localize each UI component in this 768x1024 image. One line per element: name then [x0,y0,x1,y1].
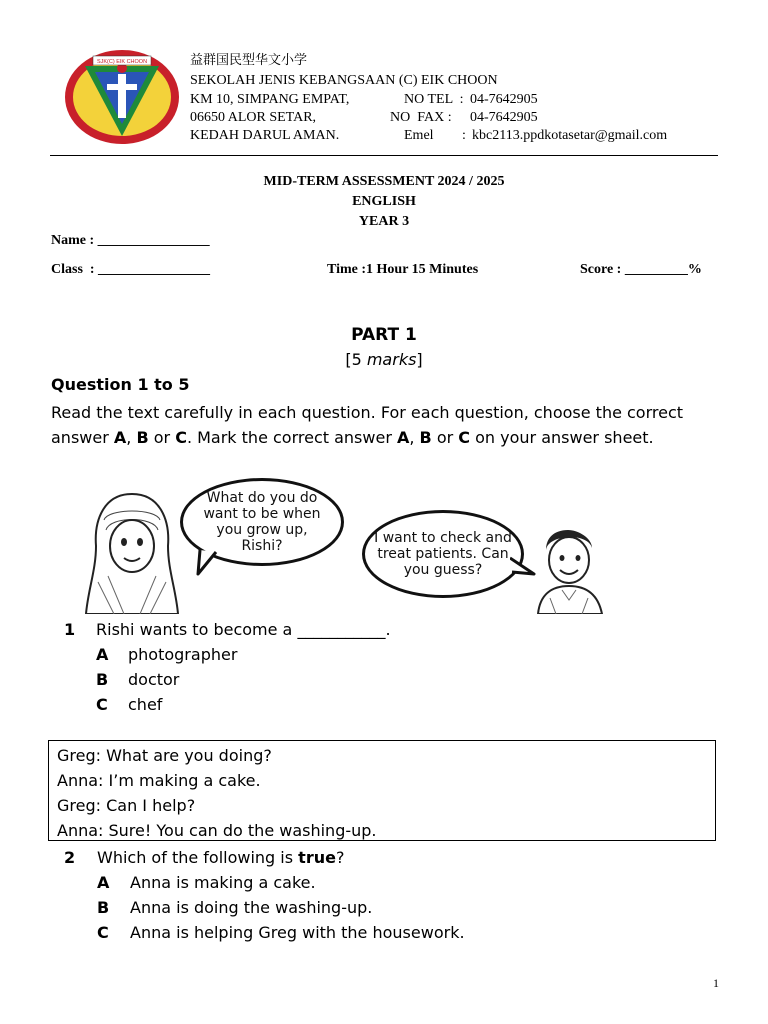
q2-option-a-letter[interactable]: A [97,873,110,892]
q1-option-b-letter[interactable]: B [96,670,109,689]
address-line-3: KEDAH DARUL AMAN. [190,128,340,143]
school-logo [63,48,181,146]
section-heading: Question 1 to 5 [51,375,190,394]
tel-label: NO TEL : [404,92,464,107]
q1-option-c-text: chef [128,695,163,714]
exam-title: MID-TERM ASSESSMENT 2024 / 2025 [263,174,505,189]
q1-option-c-letter[interactable]: C [96,695,108,714]
logo-banner-text: SJK(C) EIK CHOON [96,59,148,65]
email-address: kbc2113.ppdkotasetar@gmail.com [472,128,668,143]
q1-option-a-text: photographer [128,645,238,664]
comic-illustration [84,472,609,614]
q2-option-b-letter[interactable]: B [97,898,110,917]
q1-stem: Rishi wants to become a ___________. [96,620,391,639]
time-label: Time :1 Hour 15 Minutes [327,262,479,277]
name-field[interactable]: Name : ________________ [51,233,210,248]
dialogue-line: Anna: Sure! You can do the washing-up. [57,821,377,840]
header-divider [50,155,718,156]
q1-number: 1 [64,620,76,639]
part-marks: [5 marks] [345,350,423,369]
q1-option-a-letter[interactable]: A [96,645,109,664]
tel-number: 04-7642905 [470,92,538,107]
address-line-1: KM 10, SIMPANG EMPAT, [190,92,350,107]
q2-stem: Which of the following is true? [97,848,345,867]
instruction-line-1: Read the text carefully in each question. For each question, choose the correct [51,403,684,422]
page-number: 1 [713,976,719,990]
email-separator: : [462,128,466,143]
address-line-2: 06650 ALOR SETAR, [190,110,317,125]
dialogue-line: Greg: What are you doing? [57,746,272,765]
class-field[interactable]: Class : ________________ [51,262,211,277]
fax-label: NO FAX : [390,110,452,125]
instruction-line-2: answer A, B or C. Mark the correct answer A, B or C on your answer sheet. [51,428,654,447]
dialogue-line: Anna: I’m making a cake. [57,771,261,790]
email-label: Emel [404,128,434,143]
dialogue-box [48,740,716,841]
girl-illustration [84,490,180,614]
speech-bubble-boy: I want to check and treat patients. Can you guess? [362,510,524,598]
exam-year: YEAR 3 [358,214,410,229]
part-title: PART 1 [351,325,417,345]
exam-subject: ENGLISH [352,194,416,209]
score-field[interactable]: Score : _________% [580,262,702,277]
school-name: SEKOLAH JENIS KEBANGSAAN (C) EIK CHOON [190,73,498,88]
q2-option-c-letter[interactable]: C [97,923,109,942]
dialogue-line: Greg: Can I help? [57,796,196,815]
school-chinese-name: 益群国民型华文小学 [190,52,308,67]
q2-option-c-text: Anna is helping Greg with the housework. [130,923,465,942]
q2-option-b-text: Anna is doing the washing-up. [130,898,373,917]
q2-option-a-text: Anna is making a cake. [130,873,316,892]
boy-illustration [532,528,612,614]
fax-number: 04-7642905 [470,110,538,125]
q1-option-b-text: doctor [128,670,180,689]
bubble-tail-girl [196,550,220,576]
q2-number: 2 [64,848,76,867]
speech-bubble-girl: What do you do want to be when you grow up, Rishi? [180,478,344,566]
